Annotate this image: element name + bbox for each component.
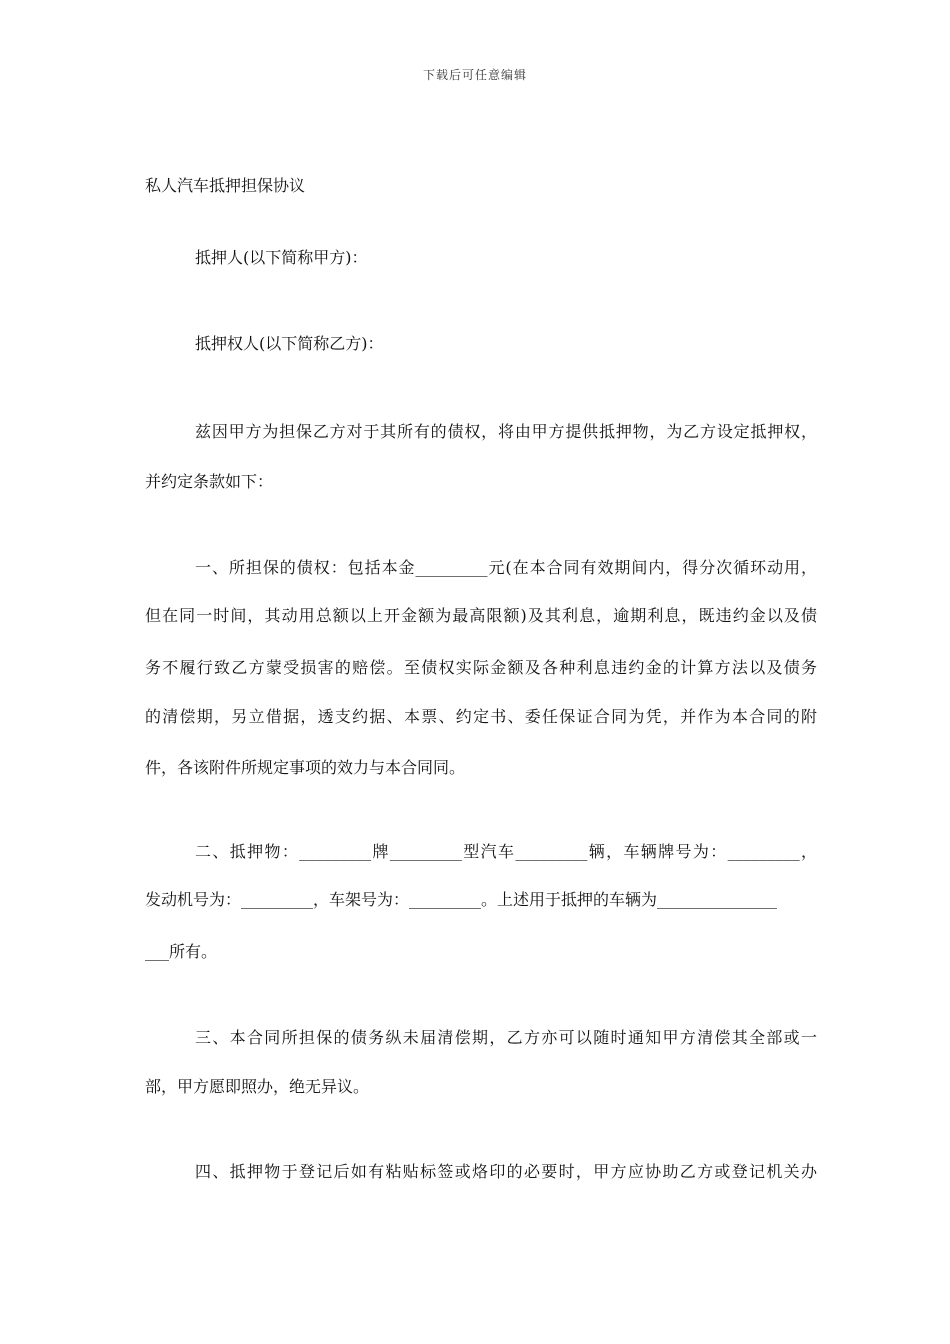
clause-3-line: 部，甲方愿即照办，绝无异议。	[145, 1077, 370, 1096]
document-title: 私人汽车抵押担保协议	[145, 176, 306, 195]
clause-2-line: 二、抵押物：_________牌_________型汽车_________辆，车辆牌号为：_________，	[195, 842, 817, 861]
clause-3-line: 三、本合同所担保的债务纵未届清偿期，乙方亦可以随时通知甲方清偿其全部或一	[195, 1028, 817, 1047]
clause-2-line: ___所有。	[145, 942, 218, 961]
clause-1-line: 的清偿期，另立借据，透支约据、本票、约定书、委任保证合同为凭，并作为本合同的附	[145, 707, 817, 726]
clause-1-line: 务不履行致乙方蒙受损害的赔偿。至债权实际金额及各种利息违约金的计算方法以及债务	[145, 658, 817, 677]
preamble-line: 并约定条款如下：	[145, 472, 274, 491]
mortgagee-line: 抵押权人(以下简称乙方)：	[195, 334, 384, 353]
clause-4-line: 四、抵押物于登记后如有粘贴标签或烙印的必要时，甲方应协助乙方或登记机关办	[195, 1162, 817, 1181]
clause-1-line: 但在同一时间，其动用总额以上开金额为最高限额)及其利息，逾期利息，既违约金以及债	[145, 606, 817, 625]
clause-1-line: 件，各该附件所规定事项的效力与本合同同。	[145, 758, 466, 777]
clause-2-line: 发动机号为：_________，车架号为：_________。上述用于抵押的车辆为_______________	[145, 890, 778, 909]
clause-1-line: 一、所担保的债权：包括本金_________元(在本合同有效期间内，得分次循环动用，	[195, 558, 817, 577]
page-header-note: 下载后可任意编辑	[422, 68, 527, 82]
mortgagor-line: 抵押人(以下简称甲方)：	[195, 248, 368, 267]
preamble-line: 兹因甲方为担保乙方对于其所有的债权，将由甲方提供抵押物，为乙方设定抵押权，	[195, 422, 817, 441]
